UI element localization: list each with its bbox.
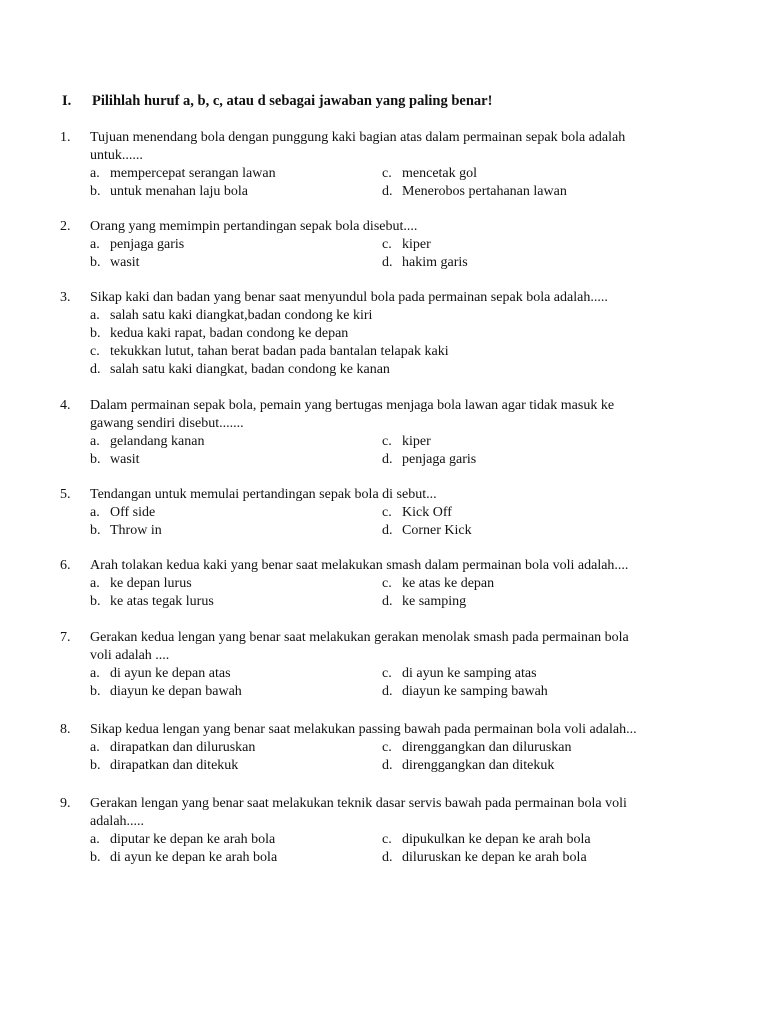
option-a: a. salah satu kaki diangkat,badan condong ke kiri <box>90 308 373 323</box>
option-c: c. mencetak gol <box>382 166 478 181</box>
option-a: a. gelandang kanan <box>90 434 205 449</box>
question-text-continued: voli adalah .... <box>90 648 170 663</box>
question-2 <box>60 218 700 272</box>
question-7 <box>60 629 700 701</box>
option-b: b. di ayun ke depan ke arah bola <box>90 850 278 865</box>
section-heading <box>62 93 492 110</box>
question-number: 6. <box>60 558 71 573</box>
option-a: a. Off side <box>90 505 156 520</box>
question-number: 9. <box>60 796 71 811</box>
section-instruction: Pilihlah huruf a, b, c, atau d sebagai jawaban yang paling benar! <box>92 93 493 109</box>
question-6 <box>60 557 700 611</box>
question-text: Gerakan lengan yang benar saat melakukan teknik dasar servis bawah pada permainan bola voli <box>90 796 627 811</box>
question-text: Sikap kedua lengan yang benar saat melakukan passing bawah pada permainan bola voli adalah... <box>90 722 637 737</box>
question-number: 8. <box>60 722 71 737</box>
option-b: b. kedua kaki rapat, badan condong ke depan <box>90 326 349 341</box>
option-a: a. dirapatkan dan diluruskan <box>90 740 256 755</box>
question-1 <box>60 129 700 201</box>
option-b: b. untuk menahan laju bola <box>90 184 249 199</box>
option-d: d. diayun ke samping bawah <box>382 684 548 699</box>
option-c: c. direnggangkan dan diluruskan <box>382 740 572 755</box>
question-text: Dalam permainan sepak bola, pemain yang bertugas menjaga bola lawan agar tidak masuk ke <box>90 398 615 413</box>
option-d: d. Corner Kick <box>382 523 472 538</box>
option-c: c. dipukulkan ke depan ke arah bola <box>382 832 591 847</box>
option-b: b. ke atas tegak lurus <box>90 594 214 609</box>
option-d: d. diluruskan ke depan ke arah bola <box>382 850 587 865</box>
question-text-continued: adalah..... <box>90 814 145 829</box>
section-number: I. <box>62 93 72 109</box>
question-3 <box>60 289 700 379</box>
option-d: d. ke samping <box>382 594 467 609</box>
question-5 <box>60 486 700 540</box>
question-number: 2. <box>60 219 71 234</box>
option-d: d. hakim garis <box>382 255 468 270</box>
question-number: 4. <box>60 398 71 413</box>
question-text: Orang yang memimpin pertandingan sepak bola disebut.... <box>90 219 418 234</box>
question-text-continued: untuk...... <box>90 148 143 163</box>
option-a: a. di ayun ke depan atas <box>90 666 231 681</box>
option-a: a. mempercepat serangan lawan <box>90 166 276 181</box>
option-c: c. tekukkan lutut, tahan berat badan pada bantalan telapak kaki <box>90 344 449 359</box>
question-9 <box>60 795 700 867</box>
question-number: 7. <box>60 630 71 645</box>
option-c: c. kiper <box>382 434 431 449</box>
question-number: 3. <box>60 290 71 305</box>
option-a: a. penjaga garis <box>90 237 185 252</box>
option-a: a. ke depan lurus <box>90 576 192 591</box>
question-text: Arah tolakan kedua kaki yang benar saat melakukan smash dalam permainan bola voli adalah.... <box>90 558 629 573</box>
question-number: 5. <box>60 487 71 502</box>
option-b: b. wasit <box>90 255 140 270</box>
question-text-continued: gawang sendiri disebut....... <box>90 416 244 431</box>
option-d: d. penjaga garis <box>382 452 477 467</box>
question-text: Tujuan menendang bola dengan punggung kaki bagian atas dalam permainan sepak bola adalah <box>90 130 626 145</box>
option-c: c. di ayun ke samping atas <box>382 666 537 681</box>
question-text: Tendangan untuk memulai pertandingan sepak bola di sebut... <box>90 487 437 502</box>
question-text: Sikap kaki dan badan yang benar saat menyundul bola pada permainan sepak bola adalah..... <box>90 290 608 305</box>
question-number: 1. <box>60 130 71 145</box>
option-d: d. Menerobos pertahanan lawan <box>382 184 567 199</box>
question-text: Gerakan kedua lengan yang benar saat melakukan gerakan menolak smash pada permainan bola <box>90 630 629 645</box>
question-4 <box>60 397 700 469</box>
question-8 <box>60 721 700 775</box>
option-b: b. Throw in <box>90 523 162 538</box>
option-c: c. Kick Off <box>382 505 452 520</box>
option-d: d. direnggangkan dan ditekuk <box>382 758 555 773</box>
option-a: a. diputar ke depan ke arah bola <box>90 832 276 847</box>
option-b: b. diayun ke depan bawah <box>90 684 242 699</box>
option-b: b. dirapatkan dan ditekuk <box>90 758 239 773</box>
option-d: d. salah satu kaki diangkat, badan condong ke kanan <box>90 362 390 377</box>
option-c: c. ke atas ke depan <box>382 576 495 591</box>
option-c: c. kiper <box>382 237 431 252</box>
option-b: b. wasit <box>90 452 140 467</box>
